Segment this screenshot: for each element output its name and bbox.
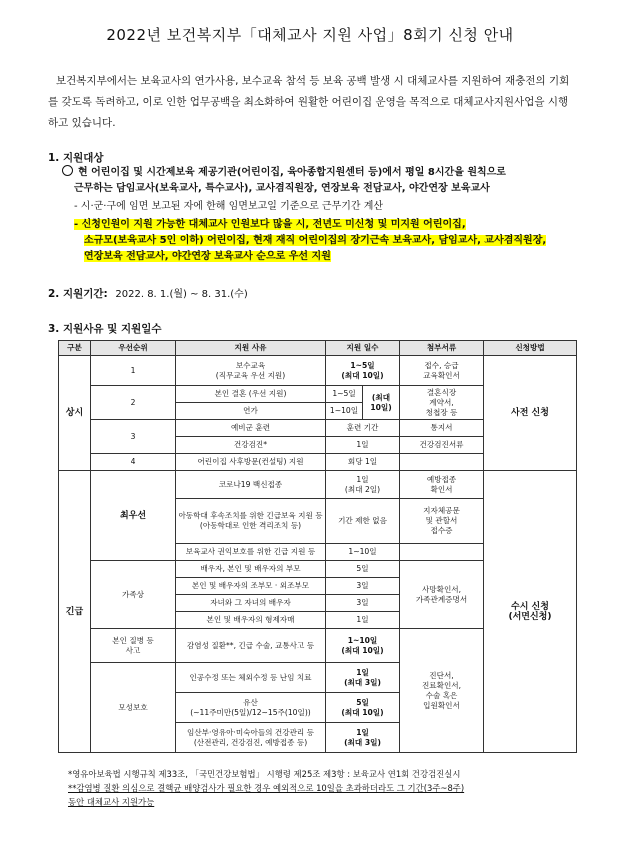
support-period: 2022. 8. 1.(월) ~ 8. 31.(수) (115, 289, 248, 300)
reason-cell: 예비군 훈련 (176, 420, 326, 437)
docs-cell: 결혼식장 계약서, 청첩장 등 (400, 386, 484, 420)
maternity-docs: 진단서, 진료확인서, 수술 혹은 입원확인서 (400, 629, 484, 753)
docs-cell: 건강검진서류 (400, 437, 484, 454)
rank-cell: 1 (91, 356, 176, 386)
reason-cell: 인공수정 또는 체외수정 등 난임 치료 (176, 663, 326, 693)
days-cell: 5일 (326, 561, 400, 578)
target-line1: 현 어린이집 및 시간제보육 제공기관(어린이집, 육아종합지원센터 등)에서 평일 8시간을 원칙으로 (62, 165, 506, 181)
header-priority: 우선순위 (91, 341, 176, 356)
header-reason: 지원 사유 (176, 341, 326, 356)
target-dash1: - 시·군·구에 임면 보고된 자에 한해 임면보고일 기준으로 근무기간 계산 (74, 201, 384, 212)
category-urgent: 긴급 (59, 471, 91, 753)
reason-cell: 배우자, 본인 및 배우자의 부모 (176, 561, 326, 578)
footnote-1: *영유아보육법 시행규칙 제33조, 「국민건강보험법」 시행령 제25조 제3항 : 보육교사 연1회 건강검진실시 (68, 769, 461, 779)
maternity-label: 모성보호 (91, 663, 176, 753)
days-cell: 1~5일 (최대 10일) (326, 356, 400, 386)
method-urgent: 수시 신청 (서면신청) (484, 471, 577, 753)
category-regular: 상시 (59, 356, 91, 471)
days-cell: 3일 (326, 595, 400, 612)
reason-cell: 본인 및 배우자의 형제자매 (176, 612, 326, 629)
table-header-row (59, 341, 577, 356)
footnote-2: **감염병 질환 의심으로 결핵균 배양검사가 필요한 경우 예외적으로 10일을 초과하더라도 그 기간(3주~8주) (68, 783, 465, 793)
docs-cell (400, 544, 484, 561)
reason-cell: 보육교사 권익보호를 위한 긴급 지원 등 (176, 544, 326, 561)
reason-cell: 어린이집 사후방문(컨설팅) 지원 (176, 454, 326, 471)
header-docs: 첨부서류 (400, 341, 484, 356)
reason-cell: 보수교육 (직무교육 우선 지원) (176, 356, 326, 386)
reason-cell: 유산 (~11주미만(5일)/12~15주(10일)) (176, 693, 326, 723)
reason-cell: 자녀와 그 자녀의 배우자 (176, 595, 326, 612)
days-cell: 1일 (326, 437, 400, 454)
reason-cell: 감염성 질환**, 긴급 수술, 교통사고 등 (176, 629, 326, 663)
section1-heading: 1. 지원대상 (48, 152, 104, 164)
reason-cell: 본인 및 배우자의 조부모 · 외조부모 (176, 578, 326, 595)
section3-heading: 3. 지원사유 및 지원일수 (48, 323, 162, 335)
days-cell: 3일 (326, 578, 400, 595)
days-cell: 1~10일 (326, 544, 400, 561)
days-cell: 1~10일 (326, 403, 363, 420)
rank-cell: 2 (91, 386, 176, 420)
reason-cell: 본인 결혼 (우선 지원) (176, 386, 326, 403)
reason-cell: 코로나19 백신접종 (176, 471, 326, 499)
priority-top: 최우선 (91, 471, 176, 561)
docs-cell: 예방접종 확인서 (400, 471, 484, 499)
reason-cell: 임산부·영유아·미숙아들의 건강관리 등 (산전관리, 건강검진, 예방접종 등) (176, 723, 326, 753)
reason-cell: 연가 (176, 403, 326, 420)
header-method: 신청방법 (484, 341, 577, 356)
header-category: 구분 (59, 341, 91, 356)
circle-bullet-icon (62, 165, 73, 176)
reason-cell: 아동학대 후속조치를 위한 긴급보육 지원 등 (아동학대로 인한 격리조치 등) (176, 499, 326, 544)
rank-cell: 4 (91, 454, 176, 471)
docs-cell: 통지서 (400, 420, 484, 437)
illness-label: 본인 질병 등 사고 (91, 629, 176, 663)
header-days: 지원 일수 (326, 341, 400, 356)
table-row (59, 471, 577, 499)
table-row (59, 356, 577, 386)
intro-paragraph: 보건복지부에서는 보육교사의 연가사용, 보수교육 참석 등 보육 공백 발생 시 대체교사를 지원하여 재충전의 기회를 갖도록 독려하고, 이로 인한 업무공백을 최소화하여 원활한 어린이집 운영을 목적으로 대체교사지원사업을 시행하고 있습니다. (48, 75, 570, 129)
family-label: 가족상 (91, 561, 176, 629)
days-cell: 훈련 기간 (326, 420, 400, 437)
days-cell: 1~5일 (326, 386, 363, 403)
page-title: 2022년 보건복지부「대체교사 지원 사업」8회기 신청 안내 (106, 26, 514, 44)
family-docs: 사망확인서, 가족관계증명서 (400, 561, 484, 629)
days-cell: 1~10일 (최대 10일) (326, 629, 400, 663)
rank-cell: 3 (91, 420, 176, 454)
docs-cell (400, 454, 484, 471)
days-cell: 회당 1일 (326, 454, 400, 471)
footnotes (68, 767, 588, 809)
footnote-2-cont: 동안 대체교사 지원가능 (68, 797, 155, 807)
section2-heading: 2. 지원기간: 2022. 8. 1.(월) ~ 8. 31.(수) (48, 288, 248, 300)
support-table (58, 340, 577, 753)
days-cell: 5일 (최대 10일) (326, 693, 400, 723)
days-max-cell: (최대 10일) (363, 386, 400, 420)
method-regular: 사전 신청 (484, 356, 577, 471)
days-cell: 1일 (최대 2일) (326, 471, 400, 499)
days-cell: 기간 제한 없음 (326, 499, 400, 544)
docs-cell: 지자체공문 및 관할서 접수증 (400, 499, 484, 544)
days-cell: 1일 (최대 3일) (326, 663, 400, 693)
docs-cell: 접수, 승급 교육확인서 (400, 356, 484, 386)
priority-notice: - 신청인원이 지원 가능한 대체교사 인원보다 많을 시, 전년도 미신청 및 미지원 어린이집, 소규모(보육교사 5인 이하) 어린이집, 현재 재직 어린이집의 장기근속 보육교사, 담임교사, 교사겸직원장, 연장보육 전담교사, 야간연장 보육교사 순으로 우선 지원 (74, 219, 547, 262)
days-cell: 1일 (326, 612, 400, 629)
target-line2: 근무하는 담임교사(보육교사, 특수교사), 교사겸직원장, 연장보육 전담교사, 야간연장 보육교사 (74, 183, 490, 194)
days-cell: 1일 (최대 3일) (326, 723, 400, 753)
reason-cell: 건강검진* (176, 437, 326, 454)
